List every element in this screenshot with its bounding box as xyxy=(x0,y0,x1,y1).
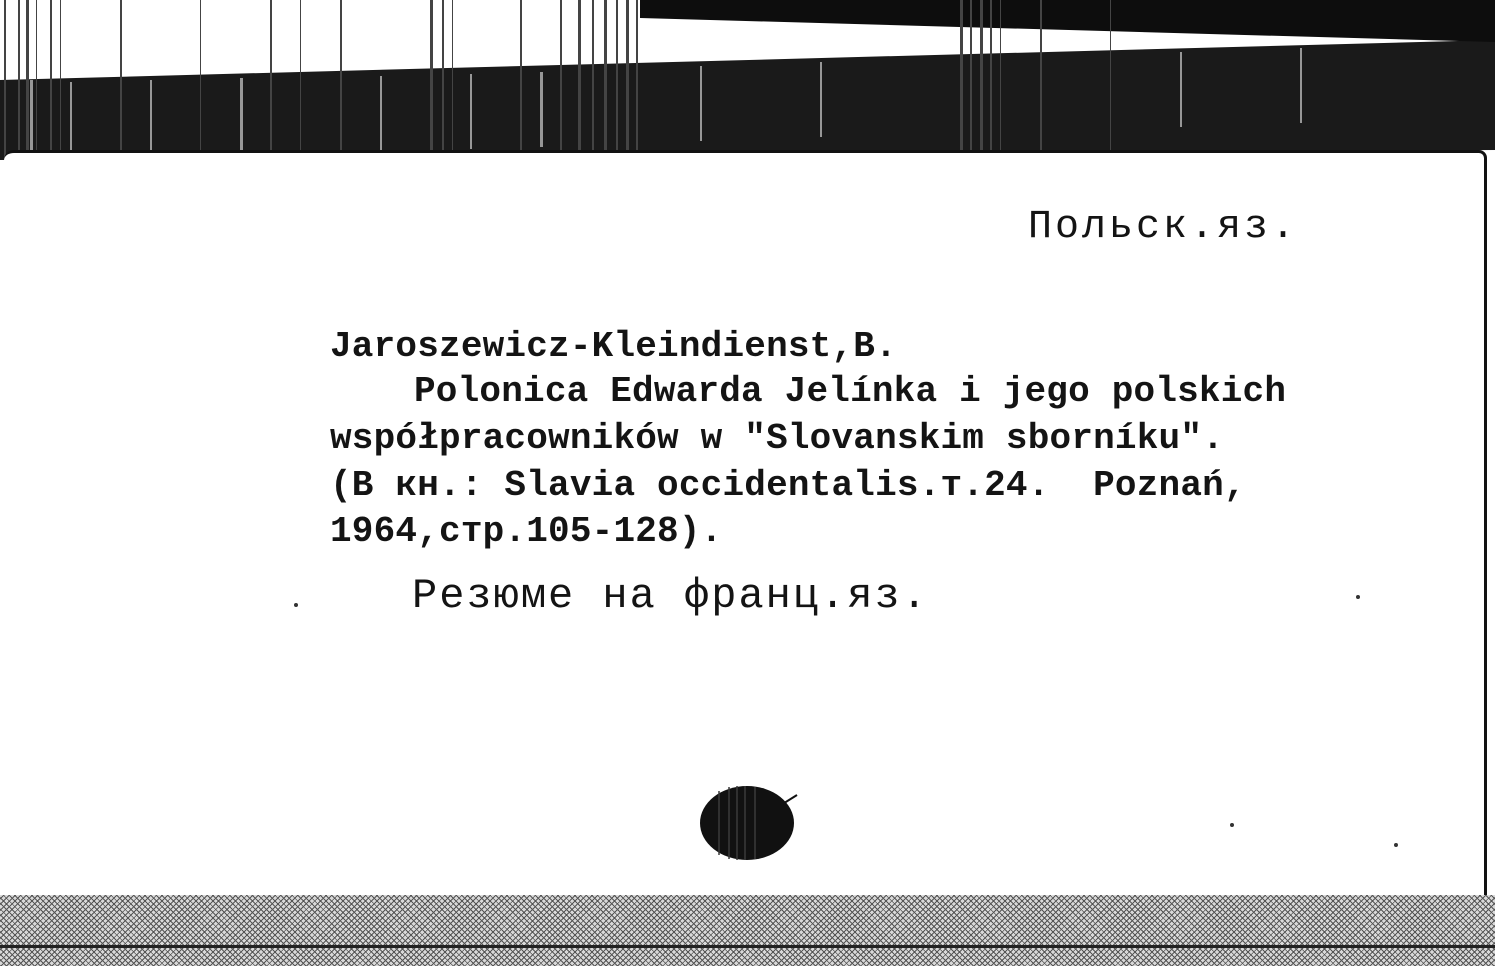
dust-speck xyxy=(294,603,298,607)
dust-speck xyxy=(1394,843,1398,847)
dust-speck xyxy=(1356,595,1360,599)
subject-heading: Польск.яз. xyxy=(1028,205,1299,250)
source-line: 1964,стр.105-128). xyxy=(330,511,723,552)
title-line: Polonica Edwarda Jelínka i jego polskich xyxy=(414,371,1287,412)
dust-speck xyxy=(1230,823,1234,827)
summary-note: Резюме на франц.яз. xyxy=(412,572,929,620)
scan-bottom-border xyxy=(0,895,1495,966)
title-line: współpracowników w "Slovanskim sborníku". xyxy=(330,418,1224,459)
source-line: (В кн.: Slavia occidentalis.т.24. Poznań, xyxy=(330,465,1246,506)
punch-hole xyxy=(699,783,799,861)
author-line: Jaroszewicz-Kleindienst,B. xyxy=(330,326,897,367)
scan-top-border xyxy=(0,0,1495,175)
card-bottom-edge xyxy=(0,945,1495,948)
